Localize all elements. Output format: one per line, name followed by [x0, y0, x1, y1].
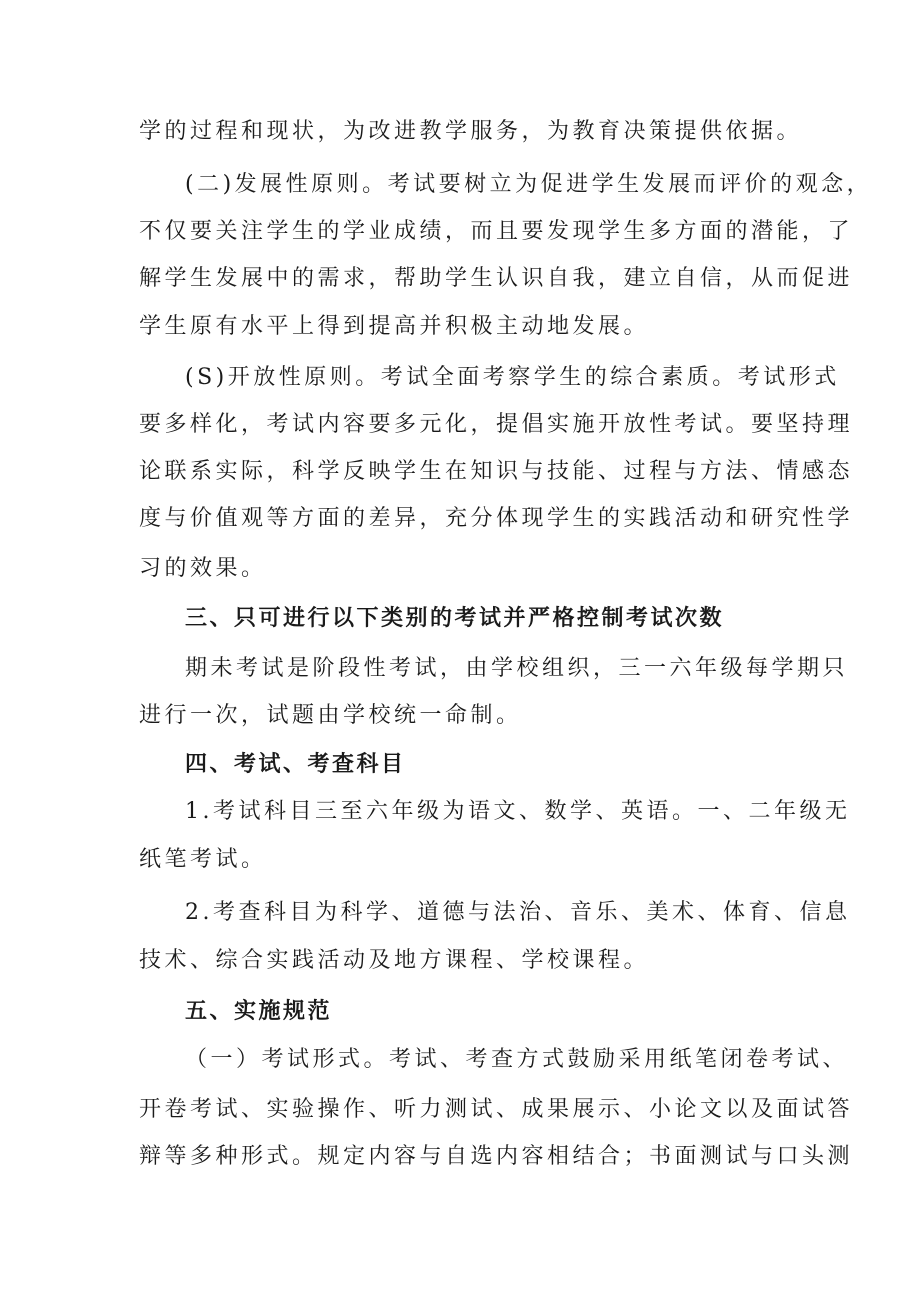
paragraph-line: 不仅要关注学生的学业成绩，而且要发现学生多方面的潜能，了	[139, 219, 854, 244]
section-heading: 三、只可进行以下类别的考试并严格控制考试次数	[185, 606, 725, 631]
paragraph-line: (二)发展性原则。考试要树立为促进学生发展而评价的观念，	[185, 172, 873, 197]
paragraph-line: 1.考试科目三至六年级为语文、数学、英语。一、二年级无	[185, 799, 851, 824]
paragraph-line: 学的过程和现状，为改进教学服务，为教育决策提供依据。	[139, 119, 803, 144]
paragraph-line: 论联系实际，科学反映学生在知识与技能、过程与方法、情感态	[139, 459, 854, 484]
paragraph-line: 要多样化，考试内容要多元化，提倡实施开放性考试。要坚持理	[139, 412, 854, 437]
paragraph-line: 度与价值观等方面的差异，充分体现学生的实践活动和研究性学	[139, 506, 854, 531]
paragraph-line: 开卷考试、实验操作、听力测试、成果展示、小论文以及面试答	[139, 1097, 854, 1122]
paragraph-line: 2.考查科目为科学、道德与法治、音乐、美术、体育、信息	[185, 900, 851, 925]
paragraph-line: 辩等多种形式。规定内容与自选内容相结合；书面测试与口头测	[139, 1144, 854, 1169]
section-heading: 五、实施规范	[185, 999, 333, 1024]
paragraph-line: 学生原有水平上得到提高并积极主动地发展。	[139, 314, 650, 339]
paragraph-line: 技术、综合实践活动及地方课程、学校课程。	[139, 948, 650, 973]
paragraph-line: 解学生发展中的需求，帮助学生认识自我，建立自信，从而促进	[139, 266, 854, 291]
paragraph-line: 期未考试是阶段性考试，由学校组织，三一六年级每学期只	[185, 656, 849, 681]
paragraph-line: (S)开放性原则。考试全面考察学生的综合素质。考试形式	[185, 365, 840, 390]
section-heading: 四、考试、考查科目	[185, 752, 406, 777]
paragraph-line: （一）考试形式。考试、考查方式鼓励采用纸笔闭卷考试、	[185, 1047, 849, 1072]
paragraph-line: 进行一次，试题由学校统一命制。	[139, 703, 522, 728]
paragraph-line: 习的效果。	[139, 556, 267, 581]
paragraph-line: 纸笔考试。	[139, 847, 267, 872]
